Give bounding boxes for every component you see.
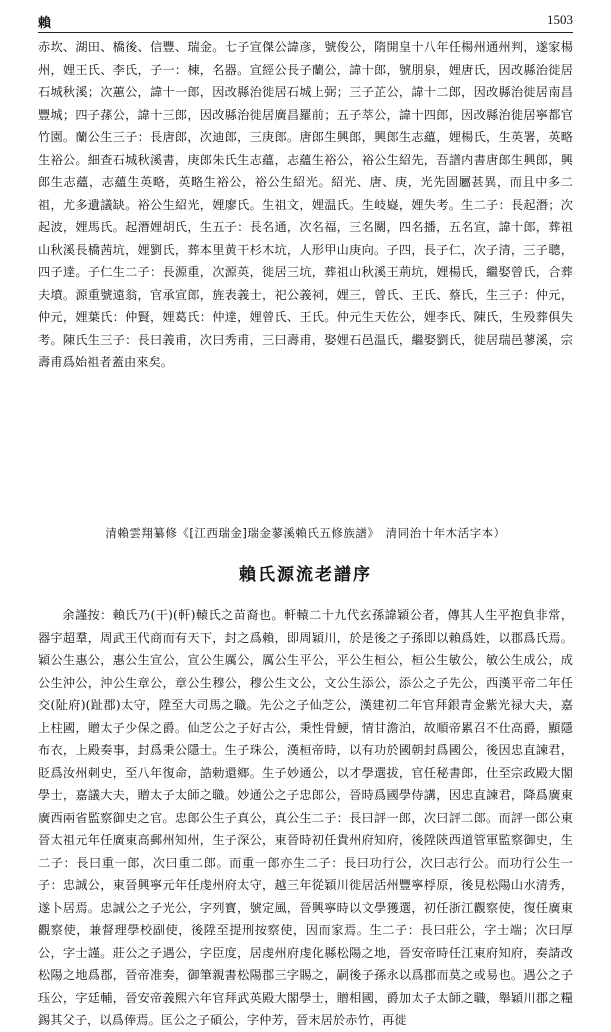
section-title: 賴氏源流老譜序 <box>239 565 372 585</box>
page-header <box>38 10 573 33</box>
source-citation: 清賴雲翔纂修《[江西瑞金]瑞金蓼溪賴氏五修族譜》 清同治十年木活字本） <box>105 526 506 540</box>
header-title: 賴 <box>38 16 52 31</box>
page-number: 1503 <box>547 12 573 27</box>
body-paragraph-genealogy: 赤坎、湖田、橋後、信豐、瑞金。七子宣傑公諱彦，號俊公，隋開皇十八年任楊州通州判，遂家楊州，娌王氏、李氏，子一：棟，名器。宣經公長子蘭公，諱十郎，號朋泉，娌唐氏，因改縣治徙居石城秋溪；次蕙公，諱十一郎，因改縣治徙居石城上弼；三子芷公，諱十二郎，因改縣治徙居南昌豐城；四子蓀公，諱十三郎，因改縣治徙居廣昌羅前；五子萃公，諱十四郎，因改縣治徙居寧都官竹園。蘭公生三子：長唐郎，次迪郎，三庚郎。唐郎生興郎，興郎生志蘊，娌楊氏，生英署，英略生裕公。細查石城秋溪書，庚郎朱氏生志蘊，志蘊生裕公，裕公生紹先，吾譜内書唐郎生興郎，興郎生志蘊，志蘊生英略，英略生裕公，裕公生紹光。紹光、唐、庚，光先固屬甚異，而且中多二祖，尤多遺議缺。裕公生紹光，娌廖氏。生祖文，娌温氏。生岐嶷，娌失考。生二子：長起潛；次起波，娌馬氏。起潛娌胡氏，生五子：長名通，次名福，三名關，四名播，五名宣，諱十郎，葬祖山秋溪長橋茜坑，娌劉氏，葬本里黄干杉木坑，人形甲山庚向。子四，長子仁，次子清，三子聰，四子達。子仁生二子：長源重，次源英，徙居三坑，葬祖山秋溪王荊坑，娌楊氏，繼娶曾氏，合葬夫墳。源重號遠翁，官承宣郎，旌表義士，祀公義祠，娌三，曾氏、王氏、蔡氏，生三子：仲元，仲元，娌葉氏：仲賢，娌葛氏：仲達，娌曾氏、王氏。仲元生天佐公，娌李氏、陳氏，生殁葬俱失考。陳氏生三子：長曰義甫，次曰秀甫，三曰壽甫，娶娌石邑温氏，繼娶劉氏，徙居瑞邑蓼溪，宗壽甫爲始祖者蓋由來矣。 <box>38 40 573 369</box>
body-paragraph-preface: 余謹按：賴氏乃(干)(軒)轅氏之苗裔也。軒轅二十九代玄孫諱穎公者，傳其人生平抱負非常，器宇超羣，周武王代商而有天下，封之爲賴，即周穎川，於是後之子孫即以賴爲姓，以郡爲氏焉。穎公生惠公，惠公生宣公，宣公生厲公，厲公生平公，平公生桓公，桓公生敏公，敏公生成公，成公生沖公，沖公生章公，章公生穆公，穆公生文公，文公生添公，添公之子先公，西漢平帝二年任交(阯府)(趾郡)太守，陞至大司馬之職。先公之子仙芝公，漢建初二年官拜銀青金紫光禄大夫，嘉上柱國，贈太子少保之爵。仙芝公之子好古公，秉性骨鯁，情甘澹泊，故順帝累召不仕高爵，顯隱布衣，上殿奏事，封爲秉公隱士。生子珠公，漢桓帝時，以有功於國朝封爲國公，後因忠直諫君，貶爲汝州刺史，至八年復命，誥勅還鄉。生子妙通公，以才學選拔，官任秘書郎，仕至宗政殿大閣學士，嘉議大夫，贈太子太師之職。妙通公之子忠郎公，晉時爲國學侍講，因忠直諫君，降爲廣東廣西兩省監察御史之官。忠郎公生子真公，真公生二子：長曰評一郎，次曰評二郎。而評一郎公東晉太祖元年任廣東高郵州知州，生子深公，東晉時初任貴州府知府，後陞陝西道管軍監察御史，生二子：長曰重一郎，次曰重二郎。而重一郎亦生二子：長曰功行公，次曰志行公。而功行公生一子：忠誠公，東晉興寧元年任虔州府太守，越三年從穎川徙居活州豐寧桴原，後見松陽山水清秀，遂卜居焉。忠誠公之子光公，字列寳，號定風，晉興寧時以文學獲選，初任浙江觀察使，復任廣東觀察使，兼督理學校副使，後陞至提刑按察使，因而家焉。生二子：長曰莊公，字士端；次曰厚公，字士謹。莊公之子遇公，字臣度，居虔州府虔化縣松陽之地，晉安帝時任江東府知府，奏請改松陽之地爲郡，晉帝准奏，御筆親書松陽郡三字賜之，嗣後子孫永以爲郡而莫之或易也。遇公之子珏公，字廷輔，晉安帝義熙六年官拜武英殿大閣學士，贈相國，爵加太子太師之職，舉穎川郡之糧錫其父子，以爲俸焉。匡公之子碩公，字仲芳，晉末居於赤竹，再徙 <box>38 608 573 1027</box>
